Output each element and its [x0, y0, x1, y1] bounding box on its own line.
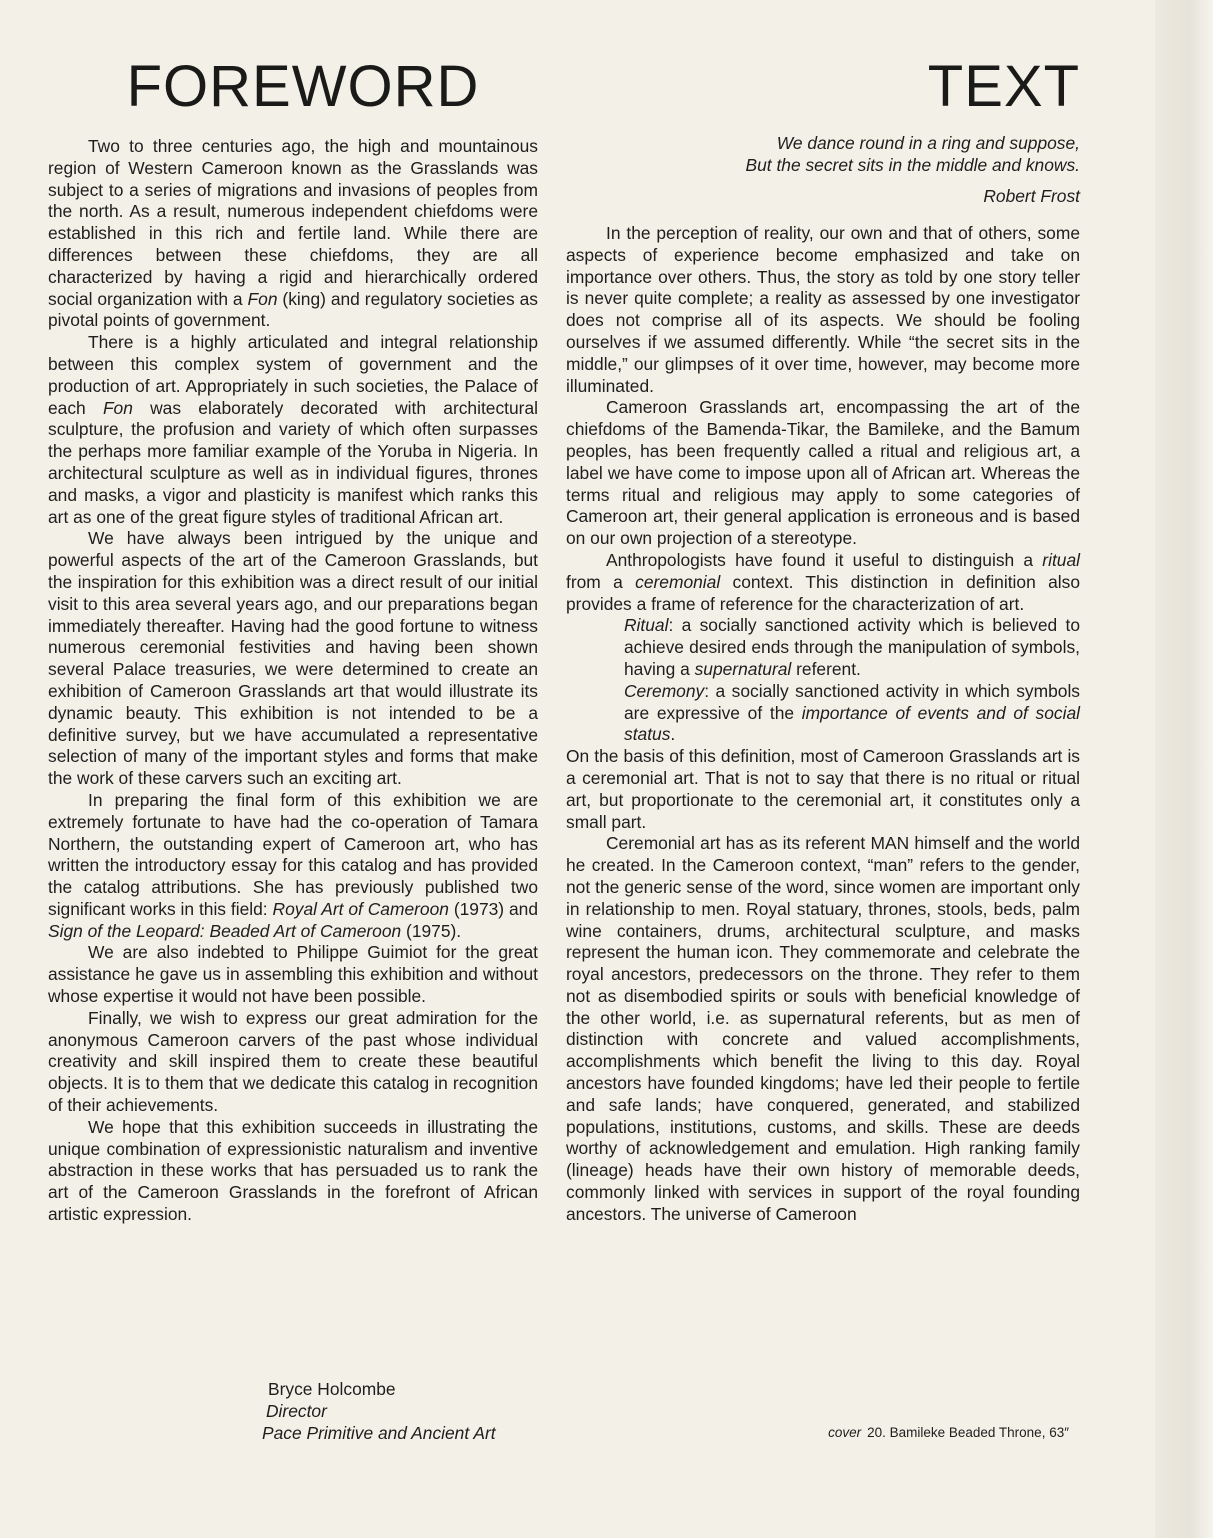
foreword-body — [48, 136, 538, 1226]
signature-title: Director — [266, 1401, 327, 1421]
foreword-paragraph-4: In preparing the final form of this exhibition we are extremely fortunate to have had the co-operation of Tamara Northern, the outstanding expert of Cameroon art, who has written the introductory essay for this catalog and has provided the catalog attributions. She has previously published two significant works in this field: Royal Art of Cameroon (1973) and Sign of the Leopard: Beaded Art of Cameroon (1975). — [48, 789, 538, 941]
epigraph-line-2: But the secret sits in the middle and knows. — [745, 155, 1080, 175]
signature-block — [262, 1378, 562, 1444]
signature-name: Bryce Holcombe — [268, 1379, 396, 1399]
text-paragraph-5: Ceremonial art has as its referent MAN himself and the world he created. In the Cameroon context, “man” refers to the gender, not the generic sense of the word, since women are important only in relationship to men. Royal statuary, thrones, stools, beds, palm wine containers, drums, architectural sculpture, and masks represent the human icon. They commemorate and celebrate the royal ancestors, predecessors on the throne. They refer to them not as disembodied spirits or souls with beneficial knowledge of the other world, i.e. as supernatural referents, but as men of distinction with concrete and valued accomplishments, accomplishments which benefit the living to this day. Royal ancestors have founded kingdoms; have led their people to fertile and safe lands; have conquered, generated, and stabilized populations, institutions, customs, and skills. These are deeds worthy of acknowledgement and emulation. High ranking family (lineage) heads have their own history of memorable deeds, commonly linked with services in support of the royal founding ancestors. The universe of Cameroon — [566, 833, 1080, 1224]
foreword-paragraph-7: We hope that this exhibition succeeds in illustrating the unique combination of expressionistic naturalism and inventive abstraction in these works that has persuaded us to rank the art of the Cameroon Grasslands in the forefront of African artistic expression. — [48, 1116, 538, 1225]
text-heading: TEXT — [927, 54, 1080, 119]
text-column — [566, 52, 1080, 1226]
caption-text: 20. Bamileke Beaded Throne, 63″ — [867, 1425, 1069, 1440]
epigraph-line-1: We dance round in a ring and suppose, — [776, 133, 1080, 153]
text-paragraph-1: In the perception of reality, our own and that of others, some aspects of experience become emphasized and take on importance over others. Thus, the story as told by one story teller is never quite complete; a reality as assessed by one investigator does not comprise all of its aspects. We should be fooling ourselves if we assumed differently. While “the secret sits in the middle,” our glimpses of it over time, however, may become more illuminated. — [566, 223, 1080, 396]
definition-ceremony: Ceremony: a socially sanctioned activity in which symbols are expressive of the importance of events and of social status. — [624, 680, 1080, 745]
foreword-heading: FOREWORD — [126, 54, 480, 119]
caption-prefix: cover — [828, 1425, 862, 1440]
foreword-paragraph-6: Finally, we wish to express our great admiration for the anonymous Cameroon carvers of the past whose individual creativity and skill inspired them to create these beautiful objects. It is to them that we dedicate this catalog in recognition of their achievements. — [48, 1007, 538, 1116]
cover-caption — [828, 1424, 1069, 1442]
text-body — [566, 223, 1080, 1226]
foreword-paragraph-3: We have always been intrigued by the unique and powerful aspects of the art of the Cameroon Grasslands, but the inspiration for this exhibition was a direct result of our initial visit to this area several years ago, and our preparations began immediately thereafter. Having had the good fortune to witness numerous ceremonial festivities and having been shown several Palace treasuries, we were determined to create an exhibition of Cameroon Grasslands art that would illustrate its dynamic beauty. This exhibition is not intended to be a definitive survey, but we have accumulated a representative selection of many of the important styles and forms that make the work of these carvers such an exciting art. — [48, 528, 538, 789]
text-paragraph-2: Cameroon Grasslands art, encompassing the art of the chiefdoms of the Bamenda-Tikar, the Bamileke, and the Bamum peoples, has been frequently called a ritual and religious art, a label we have come to impose upon all of African art. Whereas the terms ritual and religious may apply to some categories of Cameroon art, their general application is erroneous and is based on our own projection of a stereotype. — [566, 397, 1080, 549]
foreword-paragraph-1: Two to three centuries ago, the high and mountainous region of Western Cameroon known as the Grasslands was subject to a series of migrations and invasions of peoples from the north. As a result, numerous independent chiefdoms were established in this rich and fertile land. While there are differences between these chiefdoms, they are all characterized by having a rigid and hierarchically ordered social organization with a Fon (king) and regulatory societies as pivotal points of government. — [48, 136, 538, 331]
foreword-column — [48, 52, 538, 1226]
epigraph-author: Robert Frost — [983, 186, 1080, 206]
text-paragraph-3: Anthropologists have found it useful to distinguish a ritual from a ceremonial context. This distinction in definition also provides a frame of reference for the characterization of art. — [566, 549, 1080, 614]
epigraph — [566, 132, 1080, 176]
page-edge — [1155, 0, 1213, 1538]
definition-ritual: Ritual: a socially sanctioned activity which is believed to achieve desired ends through the manipulation of symbols, having a supernatural referent. — [624, 615, 1080, 679]
signature-organization: Pace Primitive and Ancient Art — [262, 1423, 496, 1443]
text-paragraph-4: On the basis of this definition, most of Cameroon Grasslands art is a ceremonial art. That is not to say that there is no ritual or ritual art, but proportionate to the ceremonial art, it constitutes only a small part. — [566, 746, 1080, 832]
foreword-paragraph-2: There is a highly articulated and integral relationship between this complex system of government and the production of art. Appropriately in such societies, the Palace of each Fon was elaborately decorated with architectural sculpture, the profusion and variety of which often surpasses the perhaps more familiar example of the Yoruba in Nigeria. In architectural sculpture as well as in individual figures, thrones and masks, a vigor and plasticity is manifest which ranks this art as one of the great figure styles of traditional African art. — [48, 332, 538, 527]
foreword-paragraph-5: We are also indebted to Philippe Guimiot for the great assistance he gave us in assembling this exhibition and without whose expertise it would not have been possible. — [48, 942, 538, 1007]
